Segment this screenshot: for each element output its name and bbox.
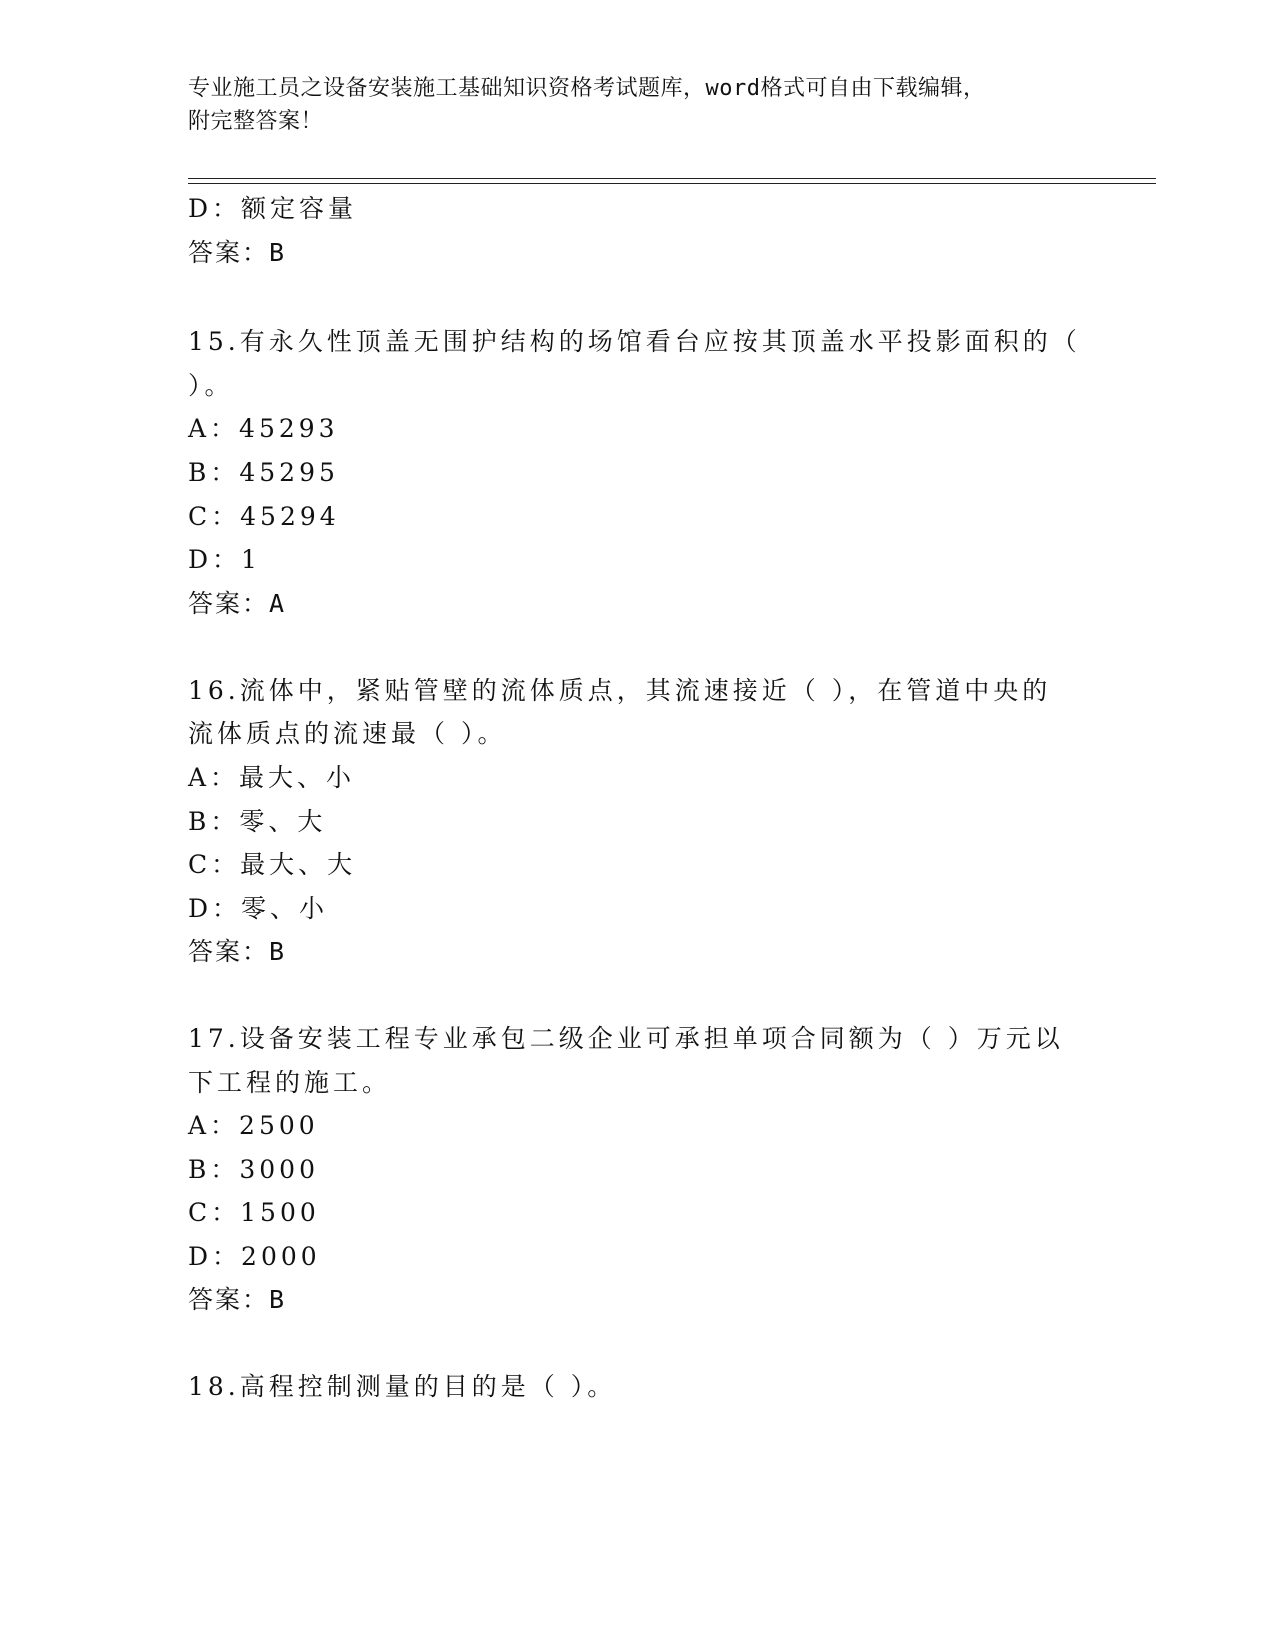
q16-option-b: B：零、大	[188, 807, 327, 836]
q16-option-a: A：最大、小	[188, 763, 356, 792]
q15-option-a: A：45293	[188, 414, 339, 443]
q15-option-d: D：1	[188, 545, 261, 574]
header-line-1: 专业施工员之设备安装施工基础知识资格考试题库，word格式可自由下载编辑，	[188, 76, 986, 101]
header-line-2: 附完整答案！	[188, 109, 324, 134]
q14-option-d: D：额定容量	[188, 194, 358, 223]
q16-answer: 答案：B	[188, 937, 287, 966]
q17-option-c: C：1500	[188, 1198, 320, 1227]
header-divider-bottom	[188, 183, 1156, 184]
q17-option-b: B：3000	[188, 1155, 319, 1184]
q17-option-a: A：2500	[188, 1111, 319, 1140]
q16-stem-line-2: 流体质点的流速最（ ）。	[188, 719, 507, 748]
q18-stem-line-1: 18.高程控制测量的目的是（ ）。	[188, 1372, 617, 1401]
q15-stem-line-1: 15.有永久性顶盖无围护结构的场馆看台应按其顶盖水平投影面积的（	[188, 327, 1081, 356]
header-divider-top	[188, 178, 1156, 179]
q17-answer: 答案：B	[188, 1285, 287, 1314]
q15-option-c: C：45294	[188, 502, 340, 531]
q16-option-d: D：零、小	[188, 894, 329, 923]
q14-answer: 答案：B	[188, 238, 287, 267]
page-header	[188, 72, 1088, 138]
q17-stem-line-2: 下工程的施工。	[188, 1068, 392, 1097]
q15-answer: 答案：A	[188, 589, 287, 618]
q16-stem-line-1: 16.流体中，紧贴管壁的流体质点，其流速接近（ ），在管道中央的	[188, 676, 1052, 705]
q15-option-b: B：45295	[188, 458, 339, 487]
q15-stem-line-2: ）。	[188, 371, 234, 400]
q17-stem-line-1: 17.设备安装工程专业承包二级企业可承担单项合同额为（ ）万元以	[188, 1024, 1064, 1053]
q16-option-c: C：最大、大	[188, 850, 357, 879]
q17-option-d: D：2000	[188, 1242, 321, 1271]
